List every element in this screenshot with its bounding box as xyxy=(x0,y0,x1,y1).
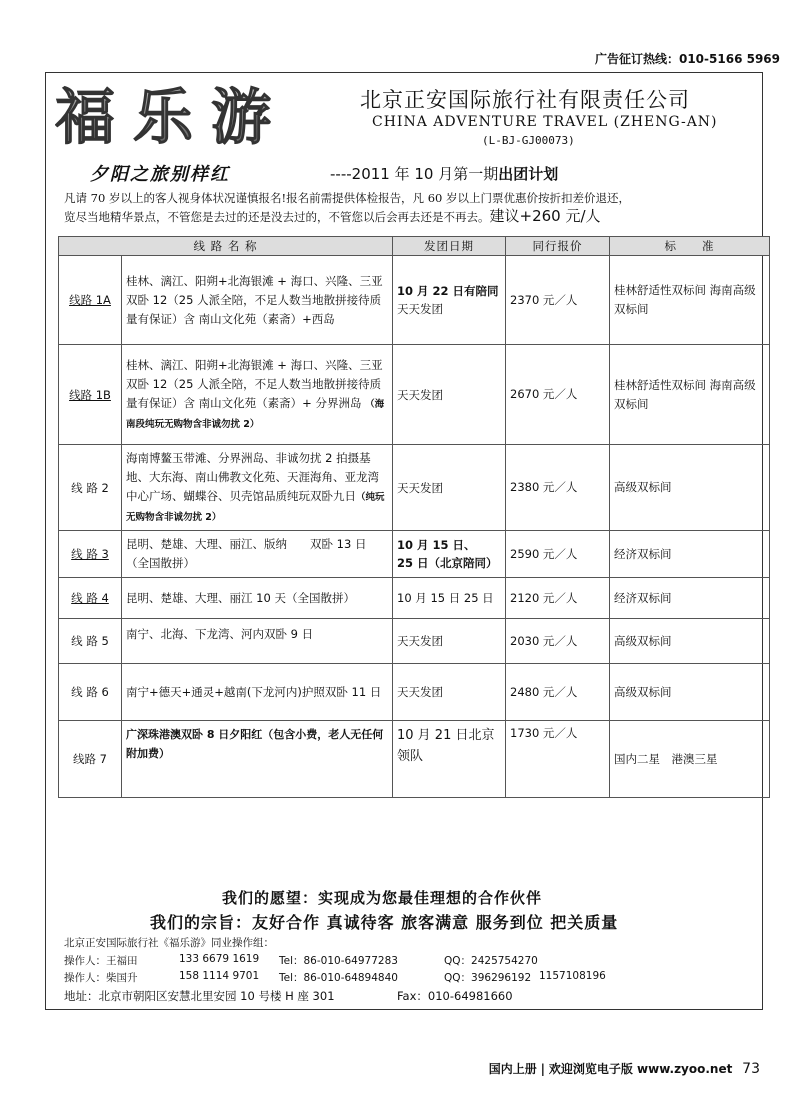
fax: Fax：010-64981660 xyxy=(397,989,513,1003)
footer-separator: | xyxy=(540,1062,546,1076)
route-name: 线 路 2 xyxy=(59,445,122,531)
route-price: 2480 元／人 xyxy=(506,664,610,721)
route-desc: 昆明、楚雄、大理、丽江、版纳 双卧 13 日（全国散拼） xyxy=(122,531,393,578)
our-wish: 我们的愿望：实现成为您最佳理想的合作伙伴 xyxy=(222,889,543,907)
route-name: 线 路 4 xyxy=(59,578,122,619)
table-row xyxy=(59,721,770,798)
intro-text xyxy=(64,189,754,226)
intro-line-2: 览尽当地精华景点，不管您是去过的还是没去过的，不管您以后会再去还是不再去。 xyxy=(64,210,490,224)
operator-1-qq: QQ：2425754270 xyxy=(444,955,538,967)
route-standard: 高级双标间 xyxy=(610,445,770,531)
route-date-line: 10 月 22 日有陪同 xyxy=(397,284,499,298)
route-date-line-2: 25 日（北京陪同） xyxy=(397,556,498,570)
fuleyou-logo xyxy=(55,82,345,150)
header-standard: 标 准 xyxy=(610,237,770,256)
route-name: 线 路 6 xyxy=(59,664,122,721)
contact-operator-2 xyxy=(64,970,606,985)
table-row xyxy=(59,256,770,345)
route-desc-text: 桂林、漓江、阳朔+北海银滩 + 海口、兴隆、三亚 双卧 12（25 人派全陪，不足人数当地散拼接待质量有保证）含 南山文化苑（素斋）+ 分界洲岛 xyxy=(126,357,395,410)
route-date: 天天发团 xyxy=(393,619,506,664)
plan-title-bold: 出团计划 xyxy=(498,165,559,183)
address: 地址：北京市朝阳区安慧北里安园 10 号楼 H 座 301 xyxy=(64,989,335,1003)
footer-website: 欢迎浏览电子版 www.zyoo.net xyxy=(548,1062,733,1076)
route-price: 1730 元／人 xyxy=(506,721,610,798)
header-date: 发团日期 xyxy=(393,237,506,256)
route-price: 2120 元／人 xyxy=(506,578,610,619)
route-desc: 桂林、漓江、阳朔+北海银滩 + 海口、兴隆、三亚 双卧 12（25 人派全陪，不足人数当地散拼接待质量有保证）含 南山文化苑（素斋）+西岛 xyxy=(122,256,393,345)
header-price: 同行报价 xyxy=(506,237,610,256)
table-row xyxy=(59,578,770,619)
route-desc-text: 海南博鳌玉带滩、分界洲岛、非诚勿扰 2 拍摄基地、大东海、南山佛教文化苑、天涯海角、亚龙湾中心广场、蝴蝶谷、贝壳馆品质纯玩双卧九日 xyxy=(126,450,379,503)
route-date: 天天发团 xyxy=(393,345,506,445)
page-footer xyxy=(489,1060,760,1077)
route-date: 天天发团 xyxy=(393,445,506,531)
route-desc xyxy=(122,721,393,798)
route-note: （纯玩无购物含非诚勿扰 2） xyxy=(126,491,385,523)
route-desc xyxy=(122,445,393,531)
route-name: 线路 1B xyxy=(59,345,122,445)
operator-1-name: 操作人：王福田 xyxy=(64,955,138,967)
operator-1-phone: 133 6679 1619 xyxy=(179,953,260,965)
contact-title: 北京正安国际旅行社《福乐游》同业操作组： xyxy=(64,937,274,949)
route-desc xyxy=(122,345,393,445)
table-row xyxy=(59,345,770,445)
route-name: 线 路 3 xyxy=(59,531,122,578)
route-price: 2370 元／人 xyxy=(506,256,610,345)
license-number: (L-BJ-GJ00073) xyxy=(482,134,575,147)
route-date: 10 月 21 日北京领队 xyxy=(393,721,506,798)
route-date-line: 10 月 15 日、 xyxy=(397,538,476,552)
route-price: 2030 元／人 xyxy=(506,619,610,664)
route-standard: 桂林舒适性双标间 海南高级双标间 xyxy=(610,345,770,445)
contact-address xyxy=(64,988,513,1004)
ad-hotline: 广告征订热线：010-5166 5969 xyxy=(594,52,780,66)
header-route: 线 路 名 称 xyxy=(59,237,393,256)
footer-section: 国内上册 xyxy=(488,1062,537,1076)
route-name: 线路 7 xyxy=(59,721,122,798)
operator-2-qq: QQ：396296192 xyxy=(444,972,532,984)
operator-2-tel: Tel：86-010-64894840 xyxy=(279,972,398,984)
logo-text: 福乐游 xyxy=(55,83,289,150)
route-date xyxy=(393,531,506,578)
table-row xyxy=(59,619,770,664)
route-desc: 南宁、北海、下龙湾、河内双卧 9 日 xyxy=(122,619,393,664)
contact-operator-1 xyxy=(64,953,538,968)
route-standard: 桂林舒适性双标间 海南高级双标间 xyxy=(610,256,770,345)
table-row xyxy=(59,531,770,578)
route-standard: 经济双标间 xyxy=(610,578,770,619)
route-desc-text: 广深珠港澳双卧 8 日夕阳红（包含小费，老人无任何附加费） xyxy=(126,728,384,760)
route-standard: 高级双标间 xyxy=(610,619,770,664)
route-name: 线路 1A xyxy=(59,256,122,345)
intro-line-1: 凡请 70 岁以上的客人视身体状况谨慎报名!报名前需提供体检报告，凡 60 岁以上门票优惠价按折扣差价退还， xyxy=(64,191,631,205)
table-header-row xyxy=(59,237,770,256)
page-number: 73 xyxy=(742,1061,760,1077)
company-name-en: CHINA ADVENTURE TRAVEL (ZHENG-AN) xyxy=(372,114,718,130)
route-date: 10 月 15 日 25 日 xyxy=(393,578,506,619)
suggest-price: 建议+260 元/人 xyxy=(489,207,601,225)
routes-table xyxy=(58,236,770,798)
route-standard: 经济双标间 xyxy=(610,531,770,578)
route-desc: 南宁+德天+通灵+越南(下龙河内)护照双卧 11 日 xyxy=(122,664,393,721)
route-date xyxy=(393,256,506,345)
route-standard: 国内二星 港澳三星 xyxy=(610,721,770,798)
our-tenet: 我们的宗旨：友好合作 真诚待客 旅客满意 服务到位 把关质量 xyxy=(150,913,619,932)
table-row xyxy=(59,664,770,721)
route-price: 2380 元／人 xyxy=(506,445,610,531)
route-price: 2590 元／人 xyxy=(506,531,610,578)
operator-2-name: 操作人：柴国升 xyxy=(64,972,138,984)
route-desc: 昆明、楚雄、大理、丽江 10 天（全国散拼） xyxy=(122,578,393,619)
route-note: （海南段纯玩无购物含非诚勿扰 2） xyxy=(126,398,385,430)
route-date-line-2: 天天发团 xyxy=(397,302,443,316)
route-name: 线 路 5 xyxy=(59,619,122,664)
table-row xyxy=(59,445,770,531)
route-price: 2670 元／人 xyxy=(506,345,610,445)
route-date: 天天发团 xyxy=(393,664,506,721)
slogan: 夕阳之旅别样红 xyxy=(90,164,230,185)
company-name-cn: 北京正安国际旅行社有限责任公司 xyxy=(360,88,690,112)
operator-1-tel: Tel：86-010-64977283 xyxy=(279,955,398,967)
plan-title-prefix: ----2011 年 10 月第一期 xyxy=(330,165,499,183)
route-standard: 高级双标间 xyxy=(610,664,770,721)
operator-2-qq-alt: 1157108196 xyxy=(539,970,606,982)
plan-title xyxy=(330,163,558,184)
operator-2-phone: 158 1114 9701 xyxy=(179,970,260,982)
